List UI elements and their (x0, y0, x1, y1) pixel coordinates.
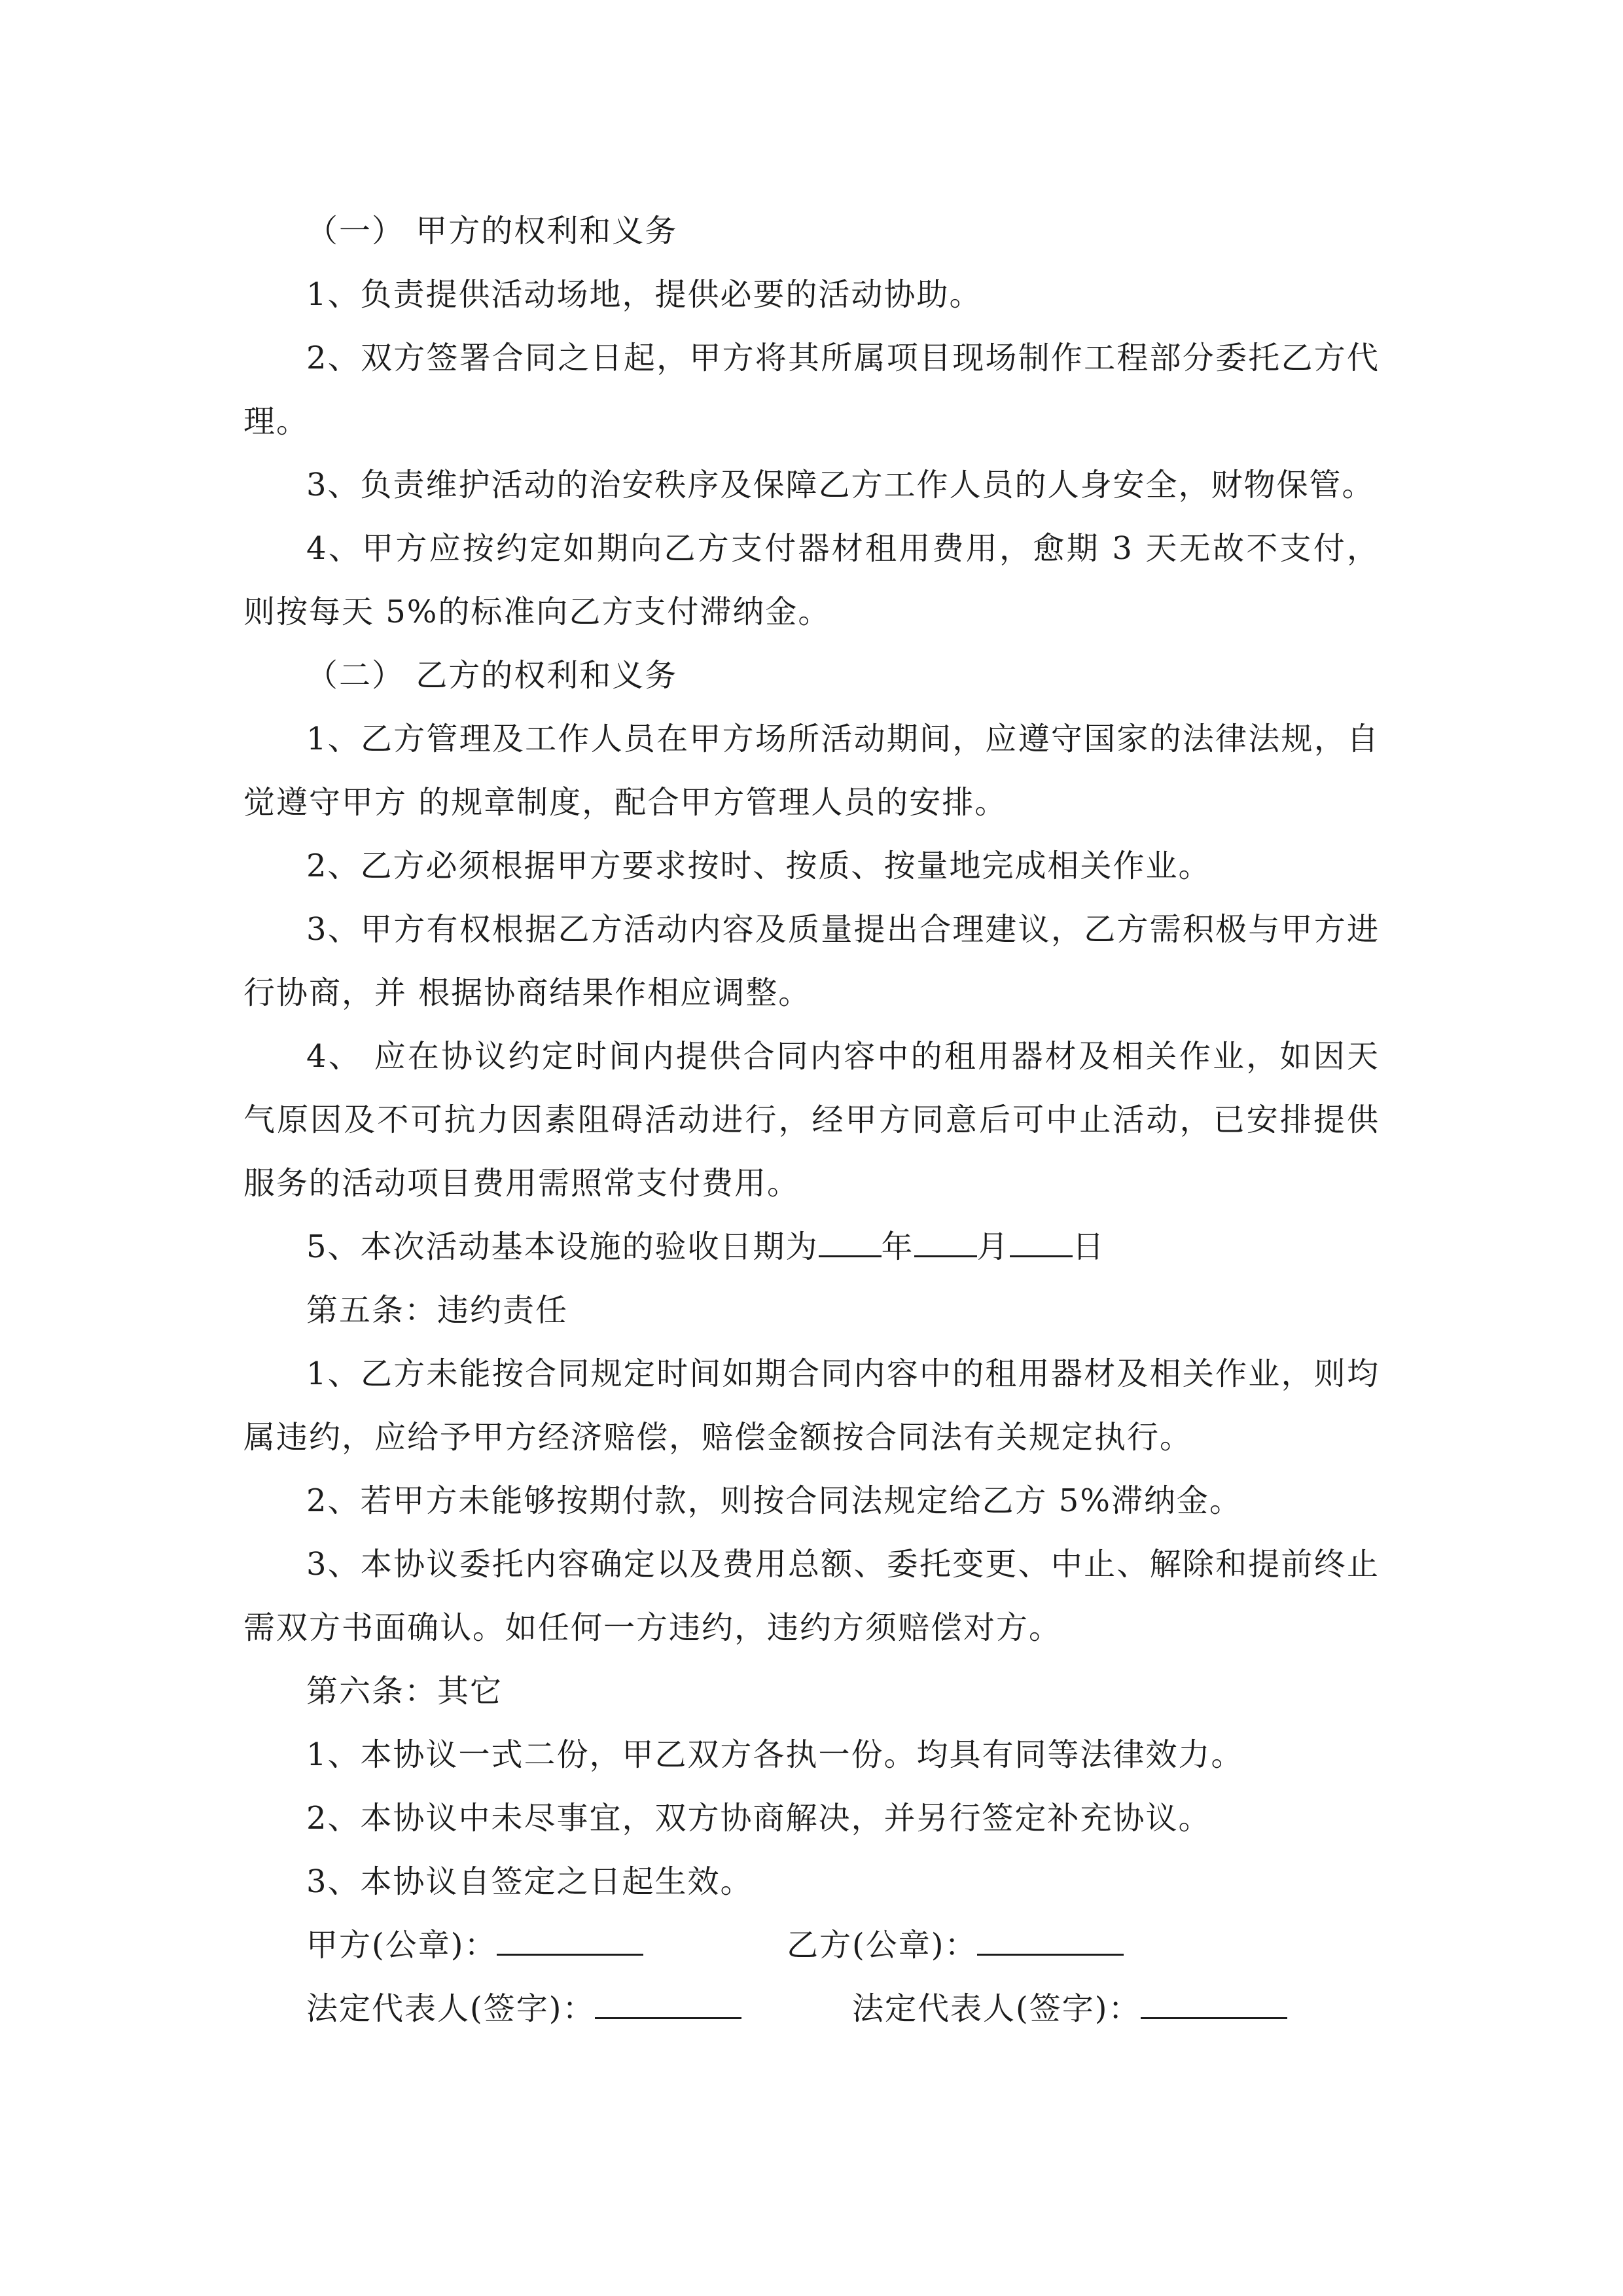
article-5-item-1: 1、乙方未能按合同规定时间如期合同内容中的租用器材及相关作业，则均属违约，应给予甲方经济赔偿，赔偿金额按合同法有关规定执行。 (243, 1355, 1380, 1456)
party-b-item-4: 4、 应在协议约定时间内提供合同内容中的租用器材及相关作业，如因天气原因及不可抗力因素阻碍活动进行，经甲方同意后可中止活动，已安排提供服务的活动项目费用需照常支付费用。 (243, 1038, 1380, 1202)
section-title-party-a: （一） 甲方的权利和义务 (306, 213, 678, 249)
month-blank[interactable] (914, 1219, 977, 1257)
representative-signature-row (243, 1977, 1380, 2041)
party-a-item-1: 1、负责提供活动场地，提供必要的活动协助。 (306, 276, 982, 313)
article-6-item-1: 1、本协议一式二份，甲乙双方各执一份。均具有同等法律效力。 (306, 1736, 1244, 1773)
party-b-rep-blank[interactable] (1141, 1981, 1287, 2019)
article-5-title: 第五条：违约责任 (306, 1292, 569, 1329)
day-label: 日 (1072, 1229, 1105, 1265)
party-b-seal-blank[interactable] (977, 1917, 1124, 1956)
party-a-item-2: 2、双方签署合同之日起，甲方将其所属项目现场制作工程部分委托乙方代理。 (243, 340, 1380, 440)
document-body (243, 200, 1380, 2041)
party-a-rep-label: 法定代表人(签字)： (306, 1990, 596, 2027)
party-b-seal (787, 1914, 1124, 1977)
article-5-item-3: 3、本协议委托内容确定以及费用总额、委托变更、中止、解除和提前终止需双方书面确认。如任何一方违约，违约方须赔偿对方。 (243, 1546, 1380, 1646)
party-b-item-2: 2、乙方必须根据甲方要求按时、按质、按量地完成相关作业。 (306, 848, 1211, 884)
party-b-item-1: 1、乙方管理及工作人员在甲方场所活动期间，应遵守国家的法律法规，自觉遵守甲方 的规章制度，配合甲方管理人员的安排。 (243, 721, 1380, 821)
party-a-representative (306, 1977, 741, 2041)
party-a-seal (306, 1914, 643, 1977)
party-a-seal-label: 甲方(公章)： (306, 1927, 497, 1964)
day-blank[interactable] (1010, 1219, 1073, 1257)
article-6-item-2: 2、本协议中未尽事宜，双方协商解决，并另行签定补充协议。 (306, 1800, 1211, 1837)
section-title-party-b: （二） 乙方的权利和义务 (306, 657, 678, 694)
party-b-item-5 (243, 1215, 1380, 1279)
month-label: 月 (976, 1229, 1010, 1265)
party-a-rep-blank[interactable] (595, 1981, 741, 2019)
party-b-rep-label: 法定代表人(签字)： (852, 1990, 1141, 2027)
article-6-title: 第六条：其它 (306, 1673, 503, 1710)
article-6-item-3: 3、本协议自签定之日起生效。 (306, 1863, 753, 1900)
article-5-item-2: 2、若甲方未能够按期付款，则按合同法规定给乙方 5%滞纳金。 (306, 1482, 1242, 1519)
party-b-item-3: 3、甲方有权根据乙方活动内容及质量提出合理建议，乙方需积极与甲方进行协商，并 根据协商结果作相应调整。 (243, 911, 1380, 1011)
seal-signature-row (243, 1914, 1380, 1977)
party-b-seal-label: 乙方(公章)： (787, 1927, 978, 1964)
party-a-item-3: 3、负责维护活动的治安秩序及保障乙方工作人员的人身安全，财物保管。 (306, 467, 1375, 503)
year-blank[interactable] (819, 1219, 882, 1257)
acceptance-date-label: 5、本次活动基本设施的验收日期为 (306, 1229, 819, 1265)
year-label: 年 (881, 1229, 914, 1265)
party-a-seal-blank[interactable] (497, 1917, 643, 1956)
party-b-representative (852, 1977, 1287, 2041)
party-a-item-4: 4、甲方应按约定如期向乙方支付器材租用费用，愈期 3 天无故不支付，则按每天 5%的标准向乙方支付滞纳金。 (243, 530, 1380, 630)
